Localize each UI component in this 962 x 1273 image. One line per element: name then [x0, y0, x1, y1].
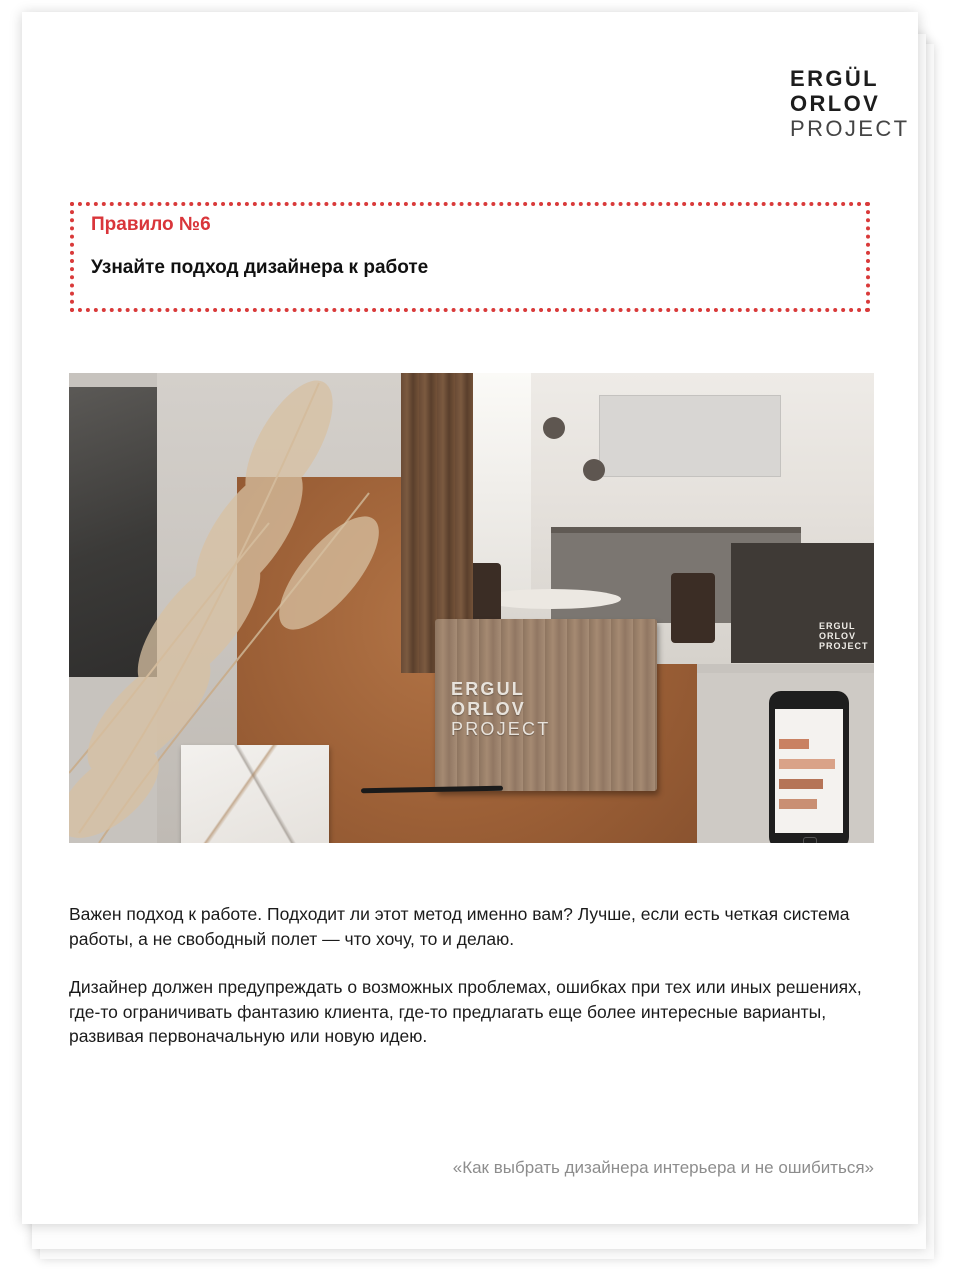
smartphone [769, 691, 849, 843]
pendant-lamp [583, 459, 605, 481]
sign-line2: ORLOV [451, 699, 527, 719]
body-paragraph-2: Дизайнер должен предупреждать о возможных проблемах, ошибках при тех или иных решениях, где-то ограничивать фантазию клиента, где-то предлагать еще более интересные варианты, развивая первоначальную или новую идею. [69, 977, 862, 1046]
footer-book-title: «Как выбрать дизайнера интерьера и не ошибиться» [452, 1158, 874, 1177]
kitchen-chair [671, 573, 715, 643]
kitchen-table [481, 589, 621, 609]
rule-title: Узнайте подход дизайнера к работе [91, 257, 429, 278]
brand-logo [790, 66, 909, 141]
screen-product [779, 799, 817, 809]
pendant-lamp [543, 417, 565, 439]
kitchen-watermark-logo [819, 621, 869, 651]
phone-screen [775, 709, 843, 833]
body-paragraph-1: Важен подход к работе. Подходит ли этот метод именно вам? Лучше, если есть четкая система работы, а не свободный полет — что хочу, то и делаю. [69, 904, 850, 949]
rule-callout-box [70, 202, 870, 312]
screen-product [779, 779, 823, 789]
brand-logo-line3: PROJECT [790, 116, 910, 141]
wooden-logo-sign [435, 619, 657, 791]
brand-logo-line1: ERGÜL [790, 66, 879, 91]
kitchen-upper-cabinets [599, 395, 781, 477]
kitchen-logo-line3: PROJECT [819, 641, 869, 651]
document-page [22, 12, 918, 1224]
screen-banner [779, 759, 835, 769]
sign-line1: ERGUL [451, 679, 525, 699]
rule-number-label: Правило №6 [91, 214, 211, 235]
pampas-grass [69, 373, 399, 843]
moodboard-image [69, 373, 874, 843]
phone-home-button [803, 837, 817, 843]
screen-product [779, 739, 809, 749]
kitchen-logo-line2: ORLOV [819, 631, 857, 641]
kitchen-logo-line1: ERGUL [819, 621, 856, 631]
brand-logo-line2: ORLOV [790, 91, 881, 116]
wooden-sign-text [451, 679, 550, 739]
body-text [69, 902, 874, 1073]
sign-line3: PROJECT [451, 719, 551, 739]
